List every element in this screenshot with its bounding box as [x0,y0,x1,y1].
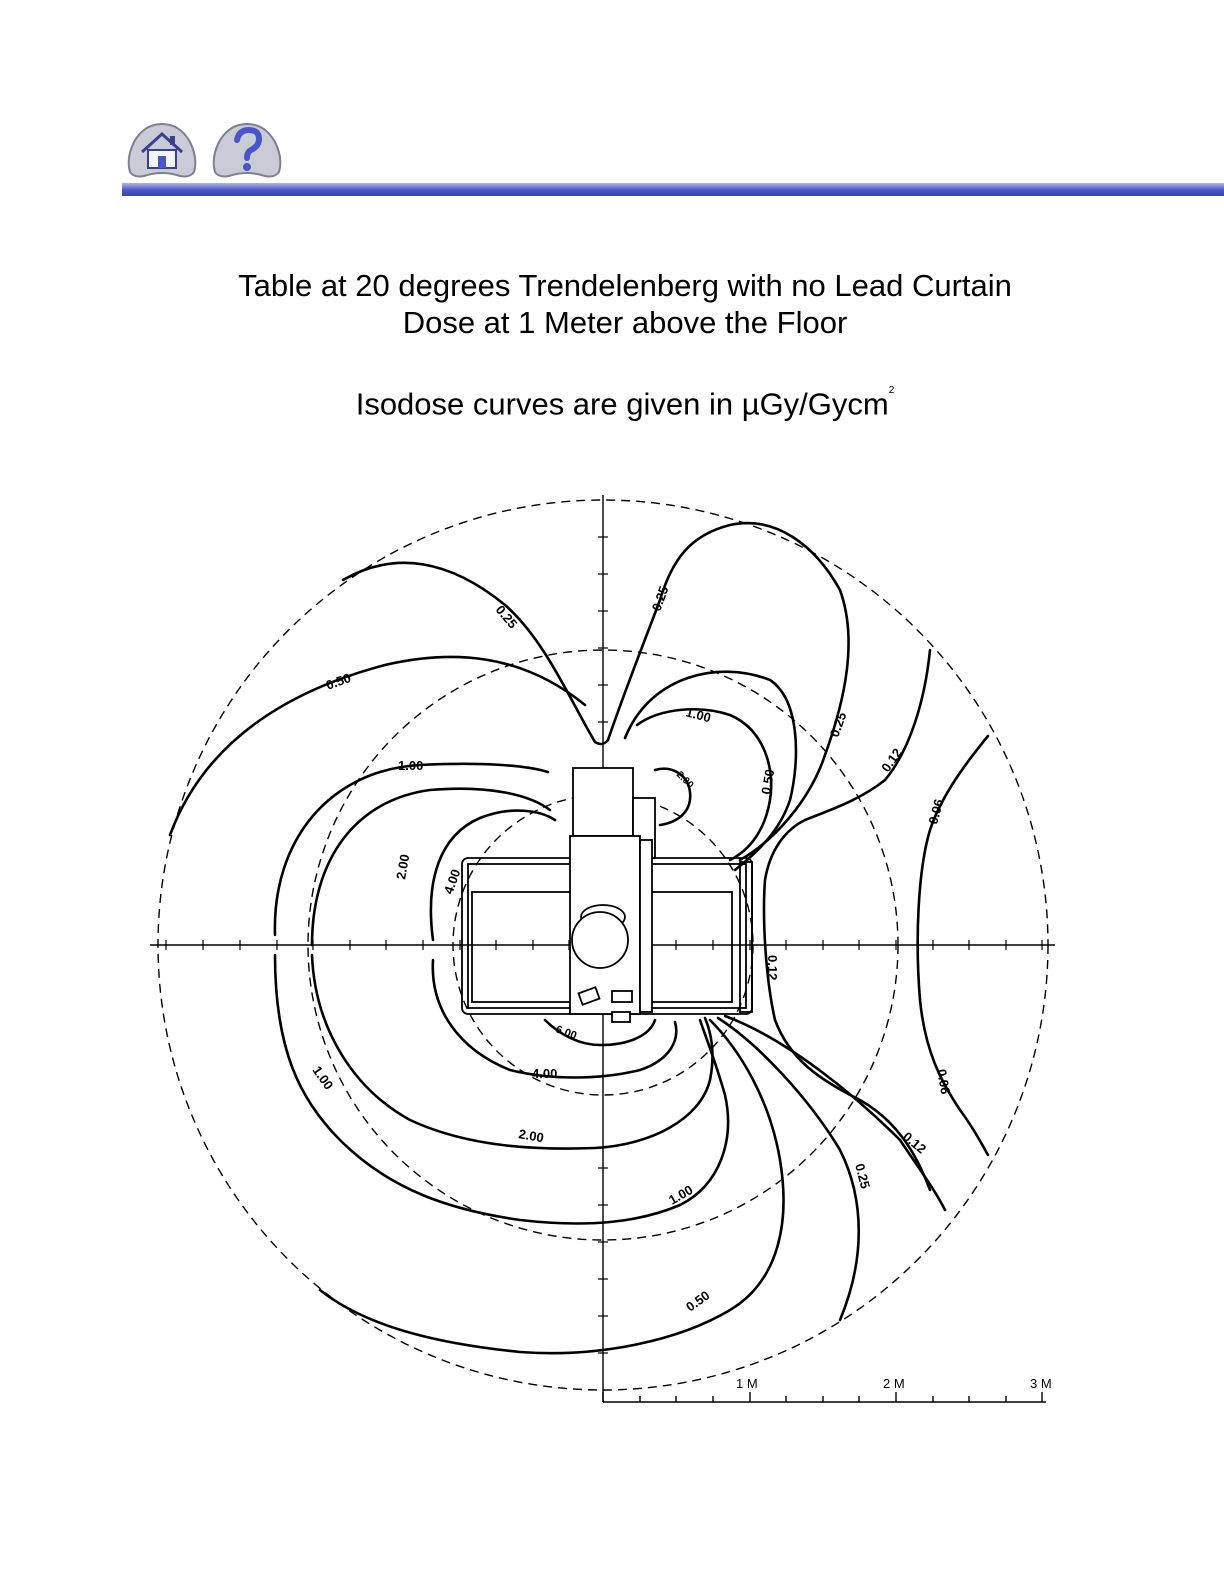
header-rule [122,183,1224,196]
isodose-label: 0.06 [934,1067,954,1096]
scale-label-1m: 1 M [736,1376,758,1391]
isodose-label: 1.00 [684,704,713,726]
isodose-label: 4.00 [440,867,464,897]
table-panel-right [640,892,732,1002]
help-button[interactable] [209,118,285,180]
contour-1-00-lower-left [275,955,728,1224]
equipment-c-arm [570,768,655,1022]
unit-caption-unit: µGy/Gycm [741,386,889,422]
isodose-label: 0.25 [648,584,672,614]
isodose-label: 0.12 [878,745,905,775]
isodose-diagram [0,440,1224,1440]
isodose-label: 0.12 [900,1128,930,1157]
scale-bar [603,1392,1046,1402]
page-subtitle: Dose at 1 Meter above the Floor [402,305,848,340]
isodose-label: 0.25 [492,602,521,632]
question-mark-icon [209,118,285,180]
isodose-label: 0.25 [852,1161,874,1191]
isodose-label: 0.06 [925,797,947,826]
unit-caption-prefix: Isodose curves are given in [355,386,742,422]
contour-0-12-right [764,650,930,1190]
home-icon [124,118,200,180]
isodose-label: 1.00 [398,758,424,773]
isodose-label: 0.50 [323,670,353,693]
isodose-label: 0.12 [765,955,780,981]
contour-0-25-lower [718,1018,859,1320]
contour-0-12-lower [725,1016,945,1210]
isodose-label: 2.00 [517,1126,546,1146]
contour-1-00-upper-right [637,709,771,860]
isodose-label: 1.00 [666,1181,696,1208]
image-intensifier [572,912,628,968]
isodose-label: 0.50 [758,767,778,796]
scale-label-3m: 3 M [1030,1376,1052,1391]
unit-caption-superscript: 2 [888,385,895,396]
isodose-label: 0.50 [683,1287,713,1315]
isodose-label: 4.00 [532,1066,558,1081]
control-pad-2 [612,991,632,1002]
scale-label-2m: 2 M [883,1376,905,1391]
isodose-label: 2.00 [673,769,696,791]
isodose-label: 6.00 [553,1023,579,1043]
table-panel-left [472,892,572,1002]
c-arm-rail [640,840,652,1012]
c-arm-top [573,768,633,836]
isodose-label: 2.00 [393,852,413,881]
page-title: Table at 20 degrees Trendelenberg with no Lead Curtain [238,268,1012,303]
unit-caption [0,383,1224,422]
home-button[interactable] [124,118,200,180]
isodose-label: 1.00 [309,1063,337,1093]
isodose-label: 0.25 [826,710,850,740]
foot-pedal [612,1012,630,1022]
